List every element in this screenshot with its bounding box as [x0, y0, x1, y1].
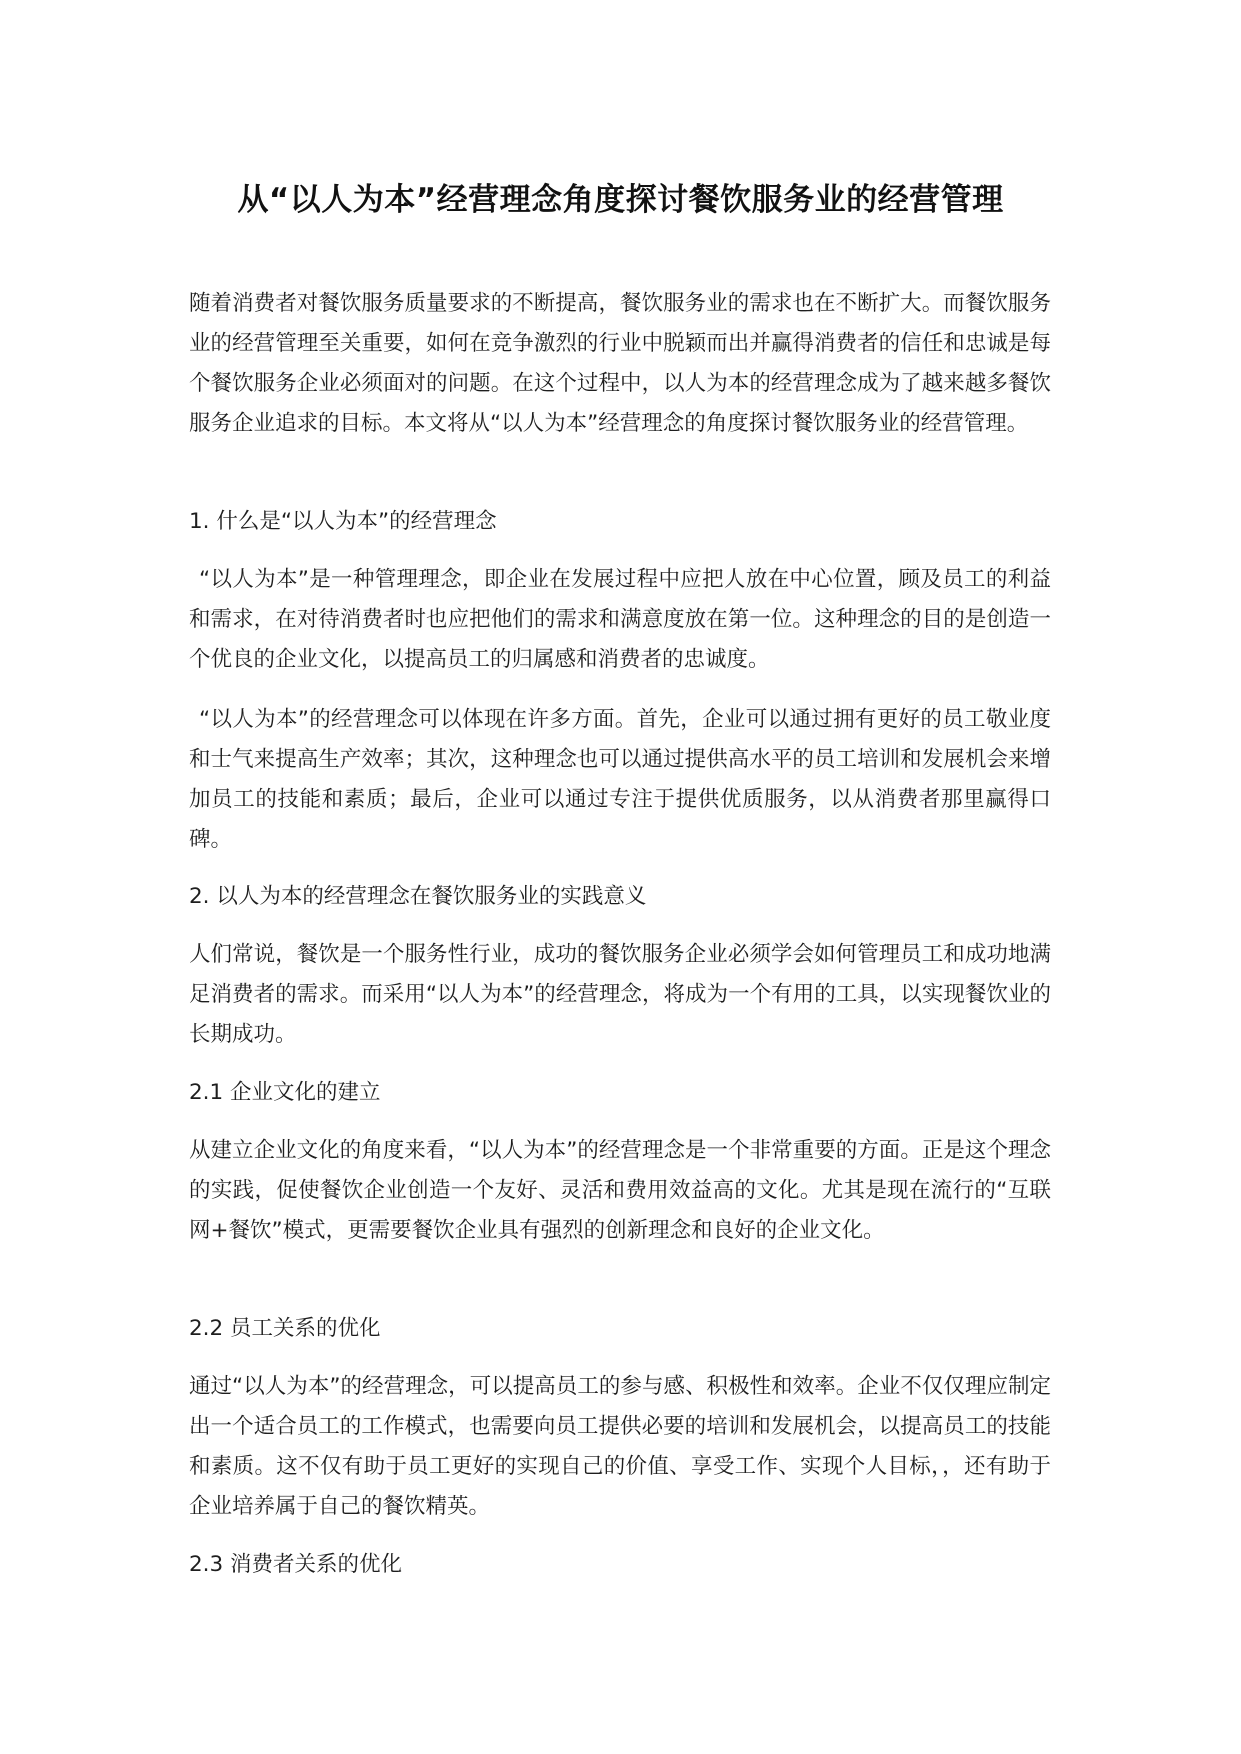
- section-2-1-heading: 2.1 企业文化的建立: [189, 1080, 381, 1105]
- section-2-heading: 2. 以人为本的经营理念在餐饮服务业的实践意义: [189, 884, 647, 909]
- section-1-paragraph-1: “以人为本”是一种管理理念，即企业在发展过程中应把人放在中心位置，顾及员工的利益和需求，在对待消费者时也应把他们的需求和满意度放在第一位。这种理念的目的是创造一个优良的企业文化，以提高员工的归属感和消费者的忠诚度。: [189, 567, 1051, 672]
- section-2-3-heading: 2.3 消费者关系的优化: [189, 1552, 403, 1577]
- section-1-paragraph-2: “以人为本”的经营理念可以体现在许多方面。首先，企业可以通过拥有更好的员工敬业度和士气来提高生产效率；其次，这种理念也可以通过提供高水平的员工培训和发展机会来增加员工的技能和素质；最后，企业可以通过专注于提供优质服务，以从消费者那里赢得口碑。: [189, 707, 1051, 852]
- section-2-2-heading: 2.2 员工关系的优化: [189, 1316, 381, 1341]
- page-title: 从“以人为本”经营理念角度探讨餐饮服务业的经营管理: [237, 182, 1004, 218]
- section-2-paragraph: 人们常说，餐饮是一个服务性行业，成功的餐饮服务企业必须学会如何管理员工和成功地满足消费者的需求。而采用“以人为本”的经营理念，将成为一个有用的工具，以实现餐饮业的长期成功。: [189, 942, 1051, 1047]
- section-2-1-paragraph: 从建立企业文化的角度来看，“以人为本”的经营理念是一个非常重要的方面。正是这个理念的实践，促使餐饮企业创造一个友好、灵活和费用效益高的文化。尤其是现在流行的“互联网+餐饮”模式，更需要餐饮企业具有强烈的创新理念和良好的企业文化。: [189, 1138, 1051, 1243]
- intro-paragraph: 随着消费者对餐饮服务质量要求的不断提高，餐饮服务业的需求也在不断扩大。而餐饮服务业的经营管理至关重要，如何在竞争激烈的行业中脱颖而出并赢得消费者的信任和忠诚是每个餐饮服务企业必须面对的问题。在这个过程中，以人为本的经营理念成为了越来越多餐饮服务企业追求的目标。本文将从“以人为本”经营理念的角度探讨餐饮服务业的经营管理。: [189, 291, 1051, 436]
- section-2-2-paragraph: 通过“以人为本”的经营理念，可以提高员工的参与感、积极性和效率。企业不仅仅理应制定出一个适合员工的工作模式，也需要向员工提供必要的培训和发展机会，以提高员工的技能和素质。这不仅有助于员工更好的实现自己的价值、享受工作、实现个人目标，，还有助于企业培养属于自己的餐饮精英。: [189, 1374, 1051, 1519]
- section-1-heading: 1. 什么是“以人为本”的经营理念: [189, 509, 497, 534]
